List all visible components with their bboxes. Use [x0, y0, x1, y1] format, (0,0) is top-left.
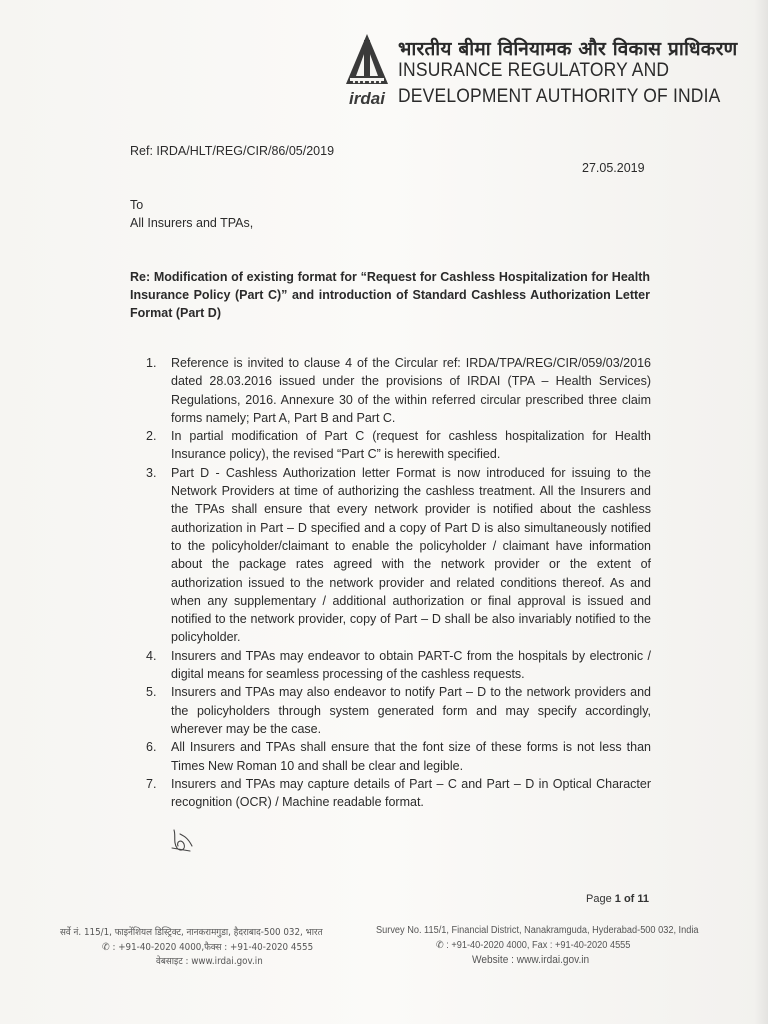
list-item [146, 354, 651, 427]
list-item [146, 683, 651, 738]
irdai-logo [342, 32, 392, 108]
page-of: of [623, 893, 635, 905]
points-list [146, 354, 651, 811]
footer-hindi-phone [102, 940, 313, 953]
footer-english-website: Website : www.irdai.gov.in [472, 954, 590, 966]
header-hindi-title: भारतीय बीमा विनियामक और विकास प्राधिकरण [398, 38, 738, 60]
footer-english-phone [436, 940, 630, 951]
salutation-to: To [130, 198, 144, 212]
page-number [586, 893, 649, 905]
page-edge-shadow [754, 0, 768, 1024]
point-text: All Insurers and TPAs shall ensure that the font size of these forms is not less than Times New Roman 10 and shall be clear and legible. [171, 740, 651, 773]
page-label: Page [586, 893, 612, 905]
point-text: Reference is invited to clause 4 of the Circular ref: IRDA/TPA/REG/CIR/059/03/2016 dated 28.03.2016 issued under the provisions of IRDAI (TPA – Health Services) Regulations, 2016. Annexure 30 of the within referred circular prescribed three claim forms namely; Part A, Part B and Part C. [171, 356, 651, 425]
reference-number: Ref: IRDA/HLT/REG/CIR/86/05/2019 [130, 144, 335, 158]
initials-signature [168, 826, 196, 854]
point-text: Insurers and TPAs may capture details of Part – C and Part – D in Optical Character recognition (OCR) / Machine readable format. [171, 776, 651, 810]
page-total: 11 [637, 893, 650, 905]
point-number: 1. [146, 356, 157, 370]
point-number: 3. [146, 465, 157, 480]
list-item [146, 775, 651, 812]
point-text: Insurers and TPAs may endeavor to obtain PART-C from the hospitals by electronic / digital means for seamless processing of the cashless requests. [171, 648, 651, 682]
logo-text: irdai [349, 89, 385, 108]
point-number: 7. [146, 776, 157, 791]
footer-english-phone-text: : +91-40-2020 4000, Fax : +91-40-2020 4555 [446, 940, 631, 951]
list-item [146, 738, 651, 775]
header-title-line-2: DEVELOPMENT AUTHORITY OF INDIA [398, 86, 721, 107]
footer-hindi-website: वेबसाइट : www.irdai.gov.in [156, 956, 263, 967]
addressee: All Insurers and TPAs, [130, 216, 254, 230]
header-title-line-1: INSURANCE REGULATORY AND [398, 60, 670, 81]
phone-icon: ✆ [436, 940, 444, 951]
page-current: 1 [614, 893, 621, 905]
point-text: Part D - Cashless Authorization letter Format is now introduced for issuing to the Network Providers at time of authorizing the cashless treatment. All the Insurers and the TPAs shall ensure that every network provider is notified about the cashless authorization in Part – D specified and a copy of Part D is also simultaneously notified to the policyholder/claimant to enable the policyholder / claimant have information about the package rates agreed with the network provider or the extent of authorization issued to the network provider and related conditions thereof. As and when any supplementary / additional authorization or final approval is issued and notified to the network provider, copy of Part – D shall be also invariably notified to the policyholder. [171, 465, 651, 645]
point-text: Insurers and TPAs may also endeavor to notify Part – D to the network providers and the policyholders through system generated form and may specify accordingly, wherever may be the case. [171, 685, 651, 736]
list-item [146, 427, 651, 464]
footer-english-address: Survey No. 115/1, Financial District, Nanakramguda, Hyderabad-500 032, India [376, 925, 699, 936]
point-number: 2. [146, 429, 157, 444]
point-text: In partial modification of Part C (request for cashless hospitalization for Health Insurance policy), the revised “Part C” is herewith specified. [171, 429, 651, 462]
letter-subject: Re: Modification of existing format for “Request for Cashless Hospitalization for Health Insurance Policy (Part C)” and introduction of Standard Cashless Authorization Letter Format (Part D) [130, 270, 650, 320]
list-item [146, 464, 651, 647]
letter-date: 27.05.2019 [582, 161, 645, 175]
point-number: 6. [146, 740, 157, 755]
point-number: 5. [146, 685, 157, 700]
phone-icon: ✆ [102, 942, 110, 953]
point-number: 4. [146, 648, 157, 663]
footer-hindi-address: सर्वे नं. 115/1, फाइनेंशियल डिस्ट्रिक्ट, नानकरामगुडा, हैदराबाद-500 032, भारत [60, 927, 323, 938]
footer-hindi-phone-text: : +91-40-2020 4000,फैक्स : +91-40-2020 4555 [112, 942, 314, 953]
list-item [146, 647, 651, 684]
